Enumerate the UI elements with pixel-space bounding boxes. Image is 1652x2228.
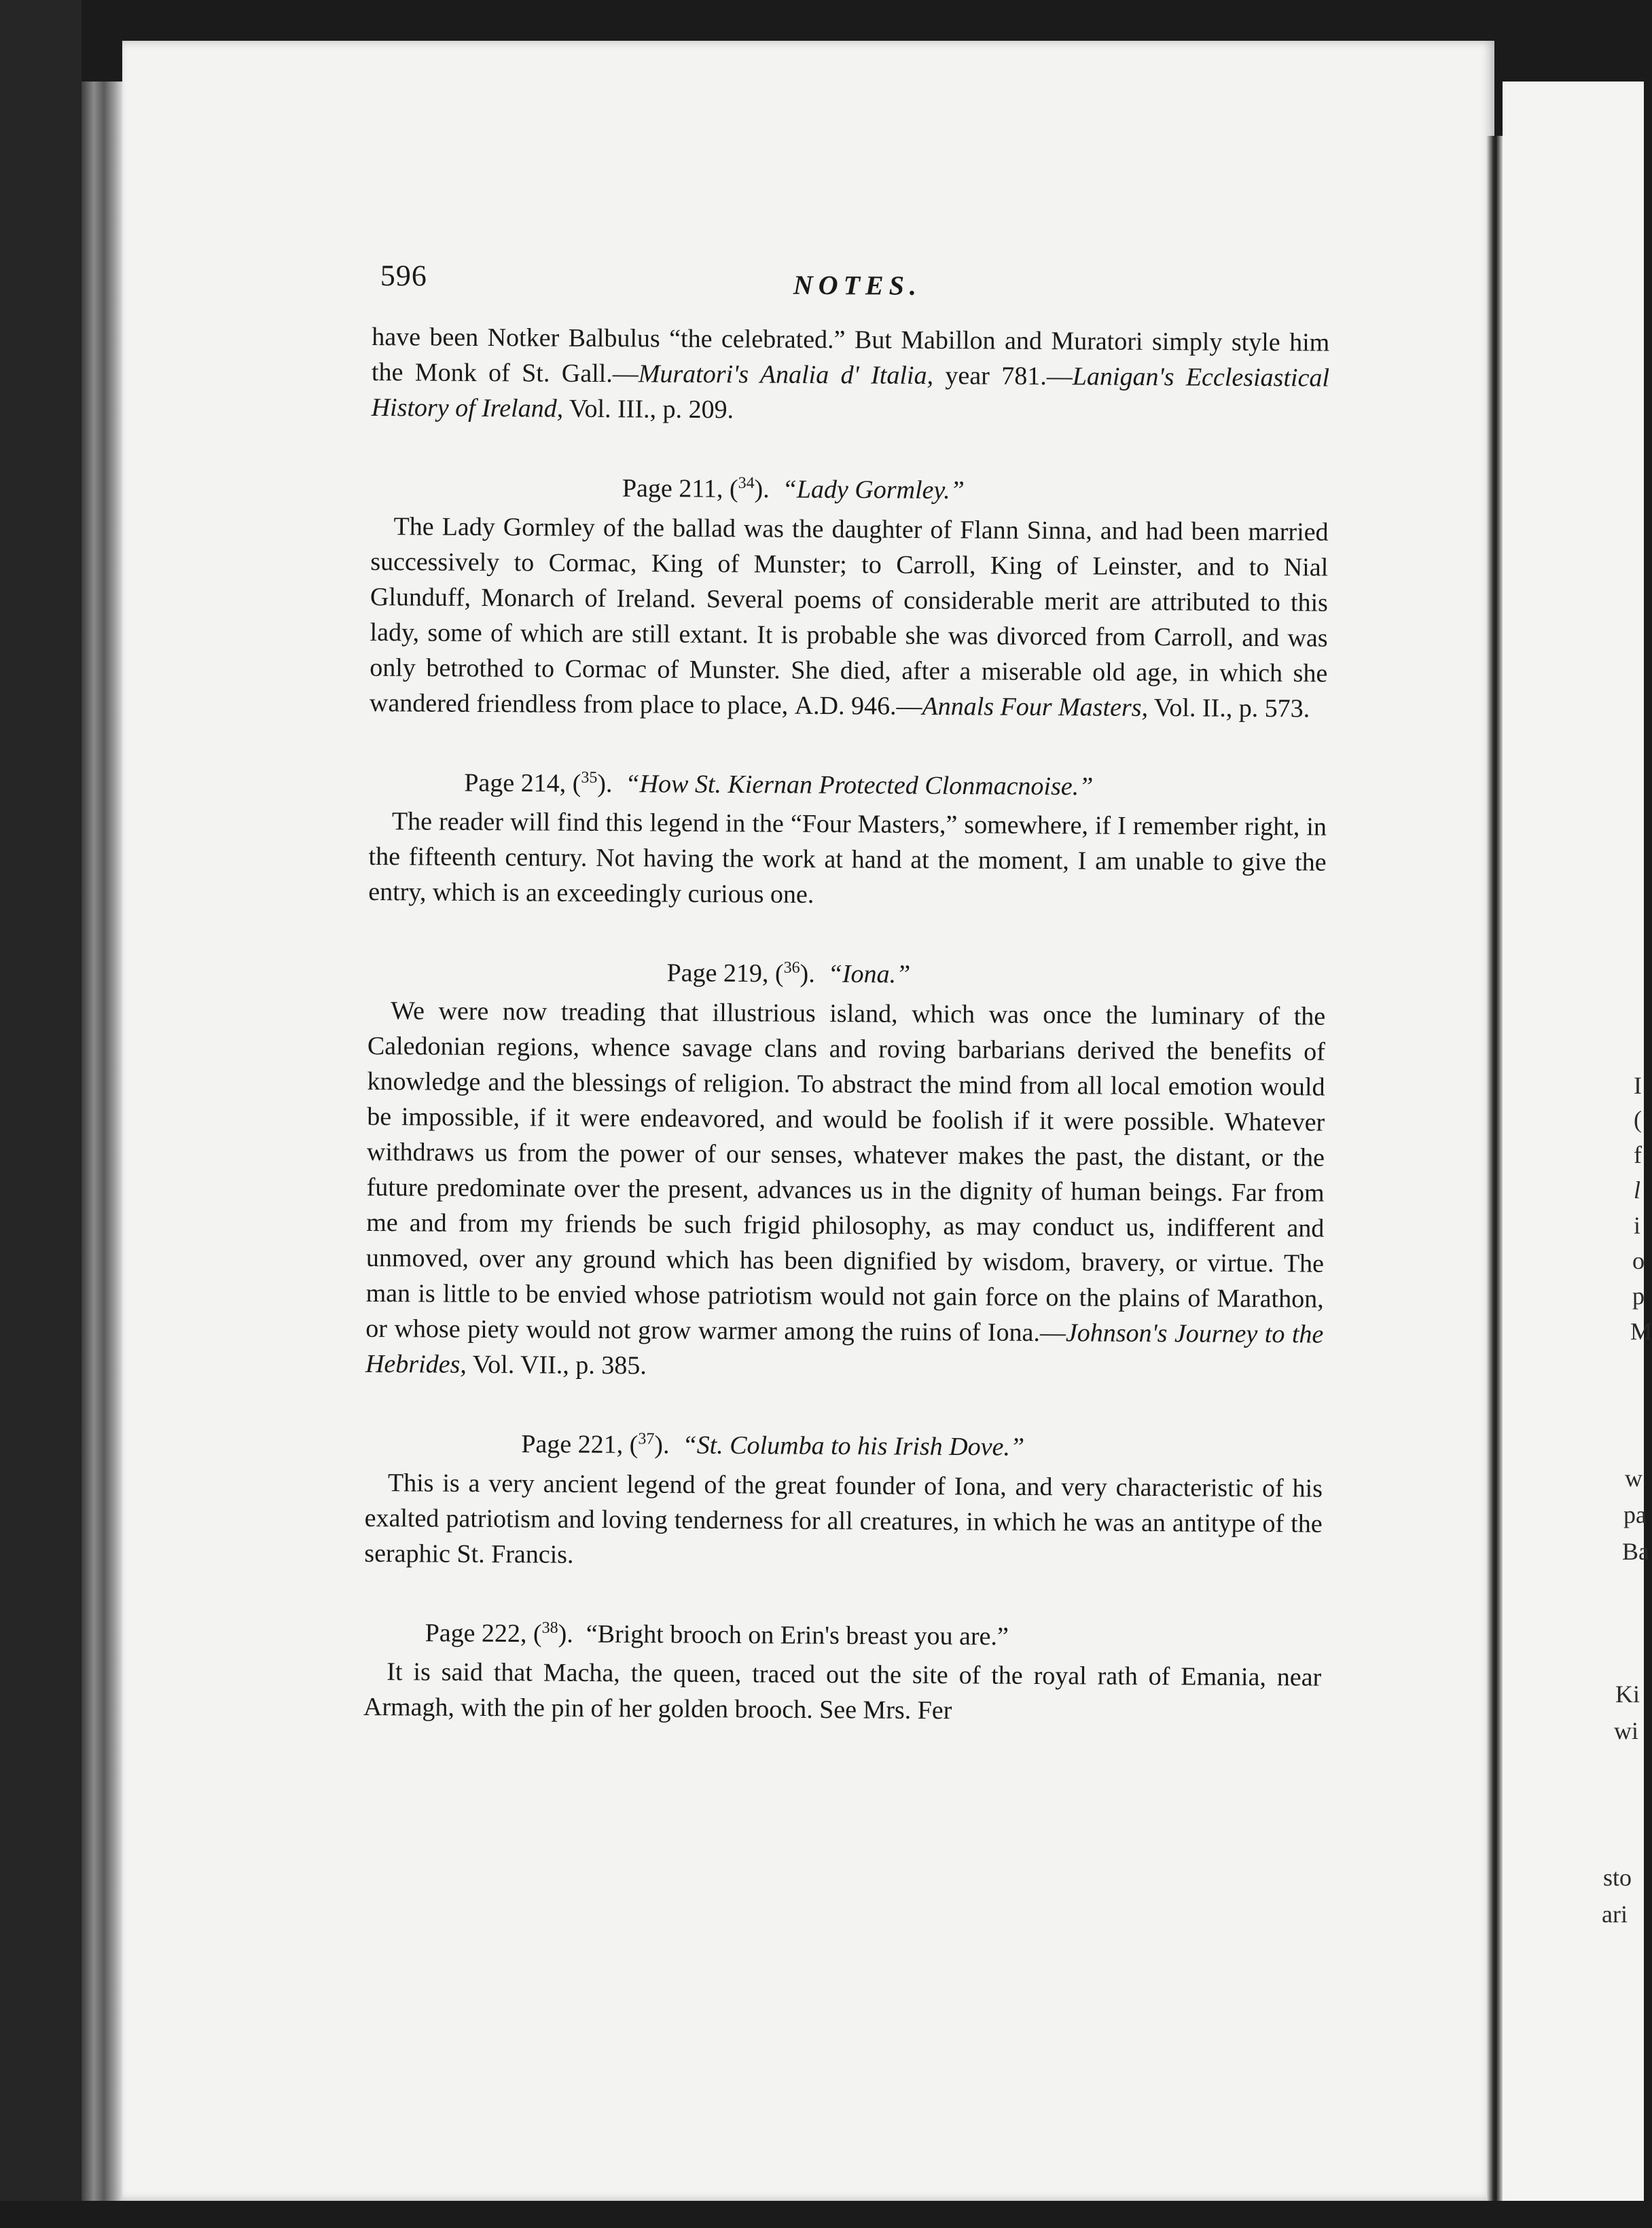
facing-page-fragment: sto xyxy=(1603,1864,1632,1891)
facing-page-fragment: i xyxy=(1634,1212,1641,1239)
facing-page-fragment: p xyxy=(1632,1282,1645,1310)
facing-page-fragment: ari xyxy=(1602,1901,1628,1928)
facing-page-fragment: M xyxy=(1630,1318,1652,1345)
facing-page-fragment: Ba xyxy=(1622,1538,1649,1565)
note-body: The Lady Gormley of the ballad was the daughter of Flann Sinna, and had been married successively to Cormac, King of Munster; to Carroll, King of Leinster, and to Nial Glunduff, Monarch of Ireland. Several poems of considerable merit are attributed to this lady, some of which are still extant. It is probable she was divorced from Carroll, and was only betrothed to Cormac of Munster. She died, after a miserable old age, in which she wandered friendless from place to place, A.D. 946.—Annals Four Masters, Vol. II., p. 573. xyxy=(369,511,1329,723)
facing-page-fragment: w xyxy=(1625,1465,1642,1492)
intro-paragraph: have been Notker Balbulus “the celebrated.” But Mabillon and Muratori simply style him the Monk of St. Gall.—Muratori's Analia d' Italia, year 781.—Lanigan's Ecclesiastical History of Ireland, Vol. III., p. 209. xyxy=(371,322,1330,425)
scan-top-border xyxy=(0,0,1644,41)
note-body: It is said that Macha, the queen, traced out the site of the royal rath of Emania, near Armagh, with the pin of her golden brooch. See Mrs. Fer xyxy=(363,1657,1322,1725)
book-page-edges xyxy=(82,82,122,2201)
facing-page-fragment: Ki xyxy=(1615,1681,1640,1708)
note-heading: Page 219, ($^{36}$). “Iona.” xyxy=(666,958,911,989)
facing-page-fragment: o xyxy=(1632,1247,1645,1274)
page-number: 596 xyxy=(380,259,427,293)
facing-page-fragment: l xyxy=(1634,1176,1641,1204)
note-heading: Page 211, ($^{34}$). “Lady Gormley.” xyxy=(622,473,965,505)
note-heading: Page 221, ($^{37}$). “St. Columba to his Irish Dove.” xyxy=(521,1429,1025,1462)
facing-page-fragment: ( xyxy=(1634,1106,1642,1133)
facing-page-fragment: I xyxy=(1634,1072,1642,1099)
facing-page-fragment: pa xyxy=(1623,1501,1647,1528)
note-body: We were now treading that illustrious island, which was once the luminary of the Caledonian regions, whence savage clans and roving barbarians derived the benefits of knowledge and the blessings of religion. To abstract the mind from all local emotion would be impossible, if it were endeavored, and would be foolish if it were possible. Whatever withdraws us from the power of our senses, whatever makes the past, the distant, or the future predominate over the present, advances us in the dignity of human beings. Far from me and from my friends be such frigid philosophy, as may conduct us, indifferent and unmoved, over any ground which has been dignified by wisdom, bravery, or virtue. The man is little to be envied whose patriotism would not gain force on the plains of Marathon, or whose piety would not grow warmer among the ruins of Iona.—Johnson's Journey to the Hebrides, Vol. VII., p. 385. xyxy=(365,996,1326,1380)
note-body: This is a very ancient legend of the great founder of Iona, and very characteristic of his exalted patriotism and loving tenderness for all creatures, in which he was an antitype of the seraphic St. Francis. xyxy=(364,1468,1323,1569)
page-text xyxy=(363,258,1330,1731)
scan-bottom-border xyxy=(0,2201,1644,2228)
facing-page-fragment: wi xyxy=(1614,1717,1638,1744)
note-body: The reader will find this legend in the “Four Masters,” somewhere, if I remember right, in the fifteenth century. Not having the work at hand at the moment, I am unable to give the entry, which is an exceedingly curious one. xyxy=(368,807,1327,910)
running-head: NOTES. xyxy=(793,269,922,301)
facing-page-fragment: f xyxy=(1634,1141,1642,1168)
scan-left-border xyxy=(0,0,82,2228)
note-heading: Page 214, ($^{35}$). “How St. Kiernan Protected Clonmacnoise.” xyxy=(464,768,1094,801)
book-gutter xyxy=(1486,136,1503,2208)
note-heading: Page 222, ($^{38}$). “Bright brooch on Erin's breast you are.” xyxy=(425,1618,1009,1651)
page-header xyxy=(372,258,1330,305)
